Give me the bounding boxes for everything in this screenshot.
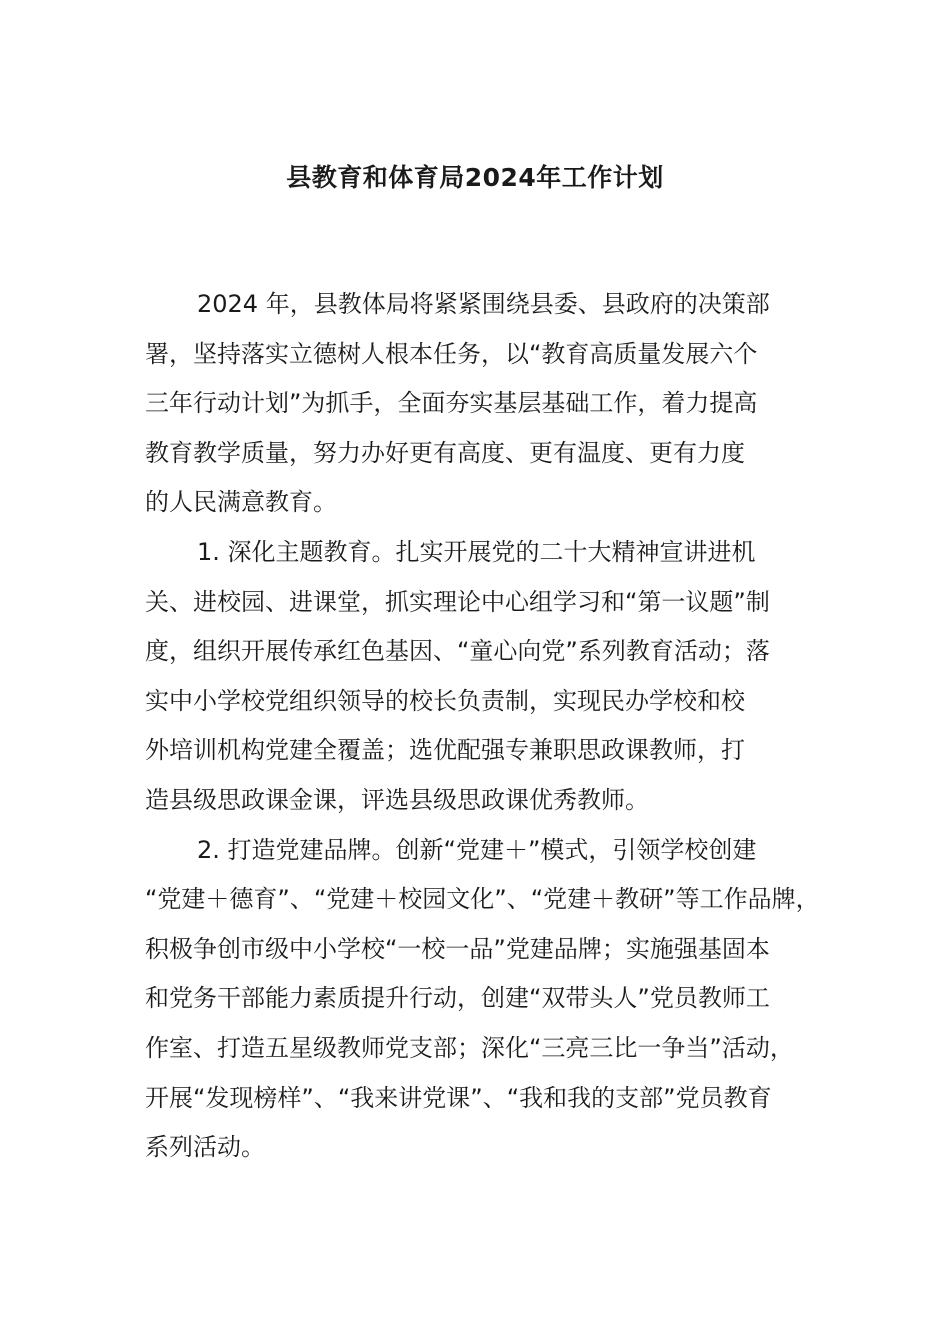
paragraph-line: 2024 年，县教体局将紧紧围绕县委、县政府的决策部 — [197, 290, 770, 318]
paragraph-line: 2. 打造党建品牌。创新“党建＋”模式，引领学校创建 — [197, 835, 757, 864]
paragraph-line: 作室、打造五星级教师党支部；深化“三亮三比一争当”活动， — [145, 1033, 794, 1062]
paragraph-line: 1. 深化主题教育。扎实开展党的二十大精神宣讲进机 — [197, 537, 756, 566]
paragraph-line: 开展“发现榜样”、“我来讲党课”、“我和我的支部”党员教育 — [145, 1083, 772, 1112]
paragraph-line: 署，坚持落实立德树人根本任务，以“教育高质量发展六个 — [145, 339, 758, 368]
paragraph-line: 和党务干部能力素质提升行动，创建“双带头人”党员教师工 — [145, 984, 770, 1013]
paragraph-line: 积极争创市级中小学校“一校一品”党建品牌；实施强基固本 — [145, 934, 770, 963]
paragraph-line: 教育教学质量，努力办好更有高度、更有温度、更有力度 — [145, 438, 745, 467]
paragraph-line: 三年行动计划”为抓手，全面夯实基层基础工作，着力提高 — [145, 389, 758, 418]
paragraph-line: 的人民满意教育。 — [145, 488, 337, 517]
paragraph-line: 关、进校园、进课堂，抓实理论中心组学习和“第一议题”制 — [145, 587, 770, 616]
paragraph-line: 系列活动。 — [145, 1133, 265, 1162]
paragraph-line: 实中小学校党组织领导的校长负责制，实现民办学校和校 — [145, 686, 745, 715]
paragraph-line: 造县级思政课金课，评选县级思政课优秀教师。 — [145, 785, 649, 814]
paragraph-line: 外培训机构党建全覆盖；选优配强专兼职思政课教师，打 — [145, 736, 745, 765]
paragraph-line: 度，组织开展传承红色基因、“童心向党”系列教育活动；落 — [145, 637, 770, 666]
document-body — [145, 280, 820, 1173]
document-title: 县教育和体育局2024年工作计划 — [286, 163, 664, 192]
paragraph-line: “党建＋德育”、“党建＋校园文化”、“党建＋教研”等工作品牌， — [145, 885, 820, 914]
